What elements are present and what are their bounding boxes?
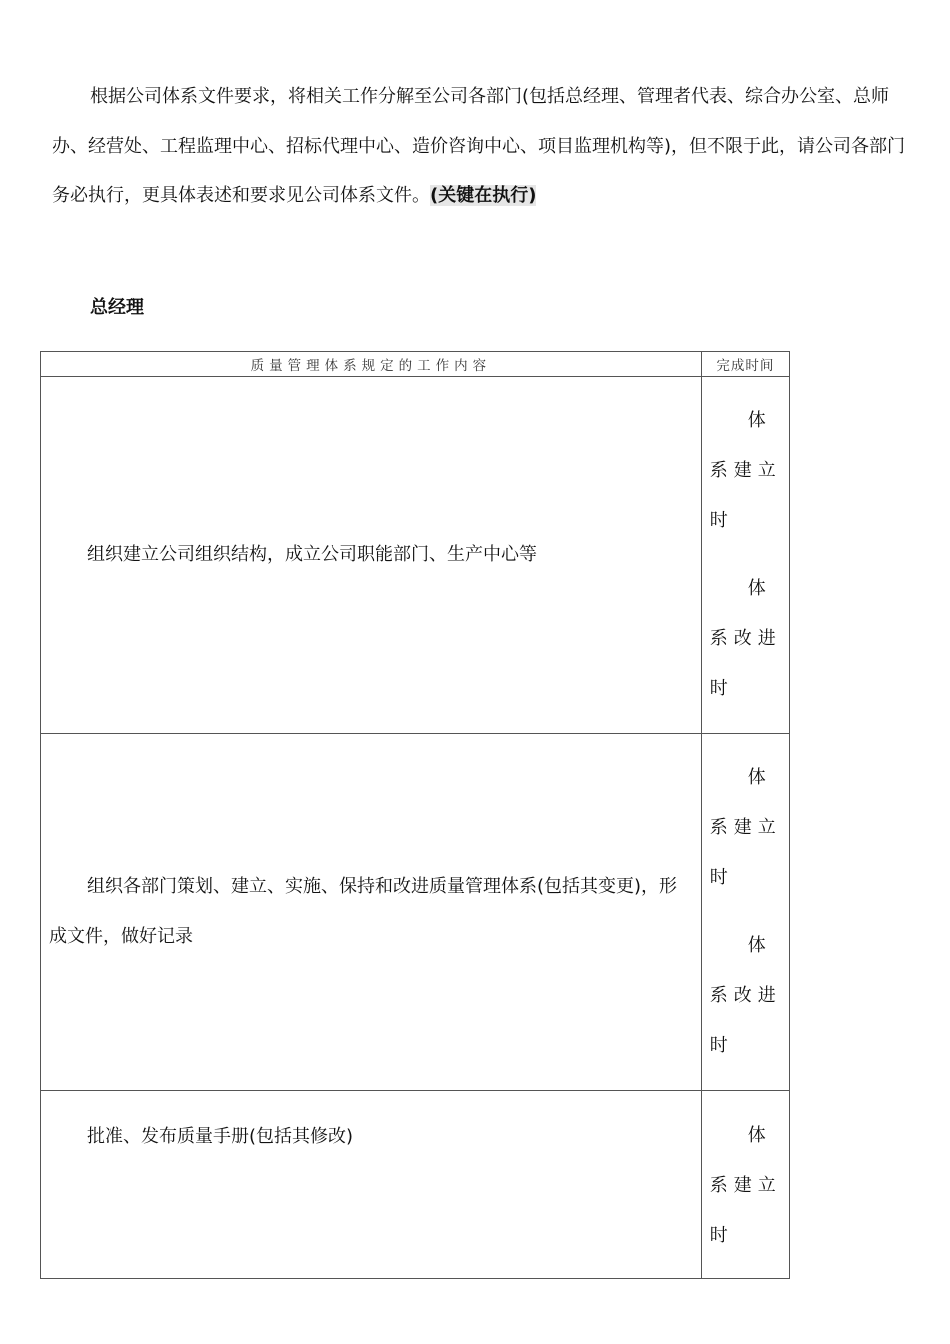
time-cell	[701, 377, 789, 734]
work-table	[40, 351, 790, 1279]
content-text: 组织建立公司组织结构，成立公司职能部门、生产中心等	[87, 544, 537, 565]
intro-text: 根据公司体系文件要求，将相关工作分解至公司各部门(包括总经理、管理者代表、综合办公室、总师办、经营处、工程监理中心、招标代理中心、造价咨询中心、项目监理机构等)，但不限于此，请公司各部门务必执行，更具体表述和要求见公司体系文件。	[52, 86, 906, 206]
table-row	[41, 1091, 790, 1279]
content-cell	[41, 734, 702, 1091]
content-cell	[41, 377, 702, 734]
time-cell	[701, 1091, 789, 1279]
content-text: 组织各部门策划、建立、实施、保持和改进质量管理体系(包括其变更)，形成文件，做好记录	[49, 876, 678, 947]
intro-emphasis: (关键在执行)	[430, 185, 537, 206]
header-time: 完成时间	[701, 352, 789, 377]
section-title: 总经理	[90, 297, 144, 318]
table-row	[41, 734, 790, 1091]
content-cell	[41, 1091, 702, 1279]
header-content: 质量管理体系规定的工作内容	[41, 352, 702, 377]
time-text: 体系改进时	[709, 935, 782, 1056]
time-text: 体系建立时	[709, 410, 782, 531]
intro-paragraph	[52, 72, 922, 221]
content-text: 批准、发布质量手册(包括其修改)	[87, 1126, 354, 1147]
time-text: 体系改进时	[709, 578, 782, 699]
time-cell	[701, 734, 789, 1091]
time-text: 体系建立时	[709, 1125, 782, 1246]
table-header-row	[41, 352, 790, 377]
table-row	[41, 377, 790, 734]
time-text: 体系建立时	[709, 767, 782, 888]
